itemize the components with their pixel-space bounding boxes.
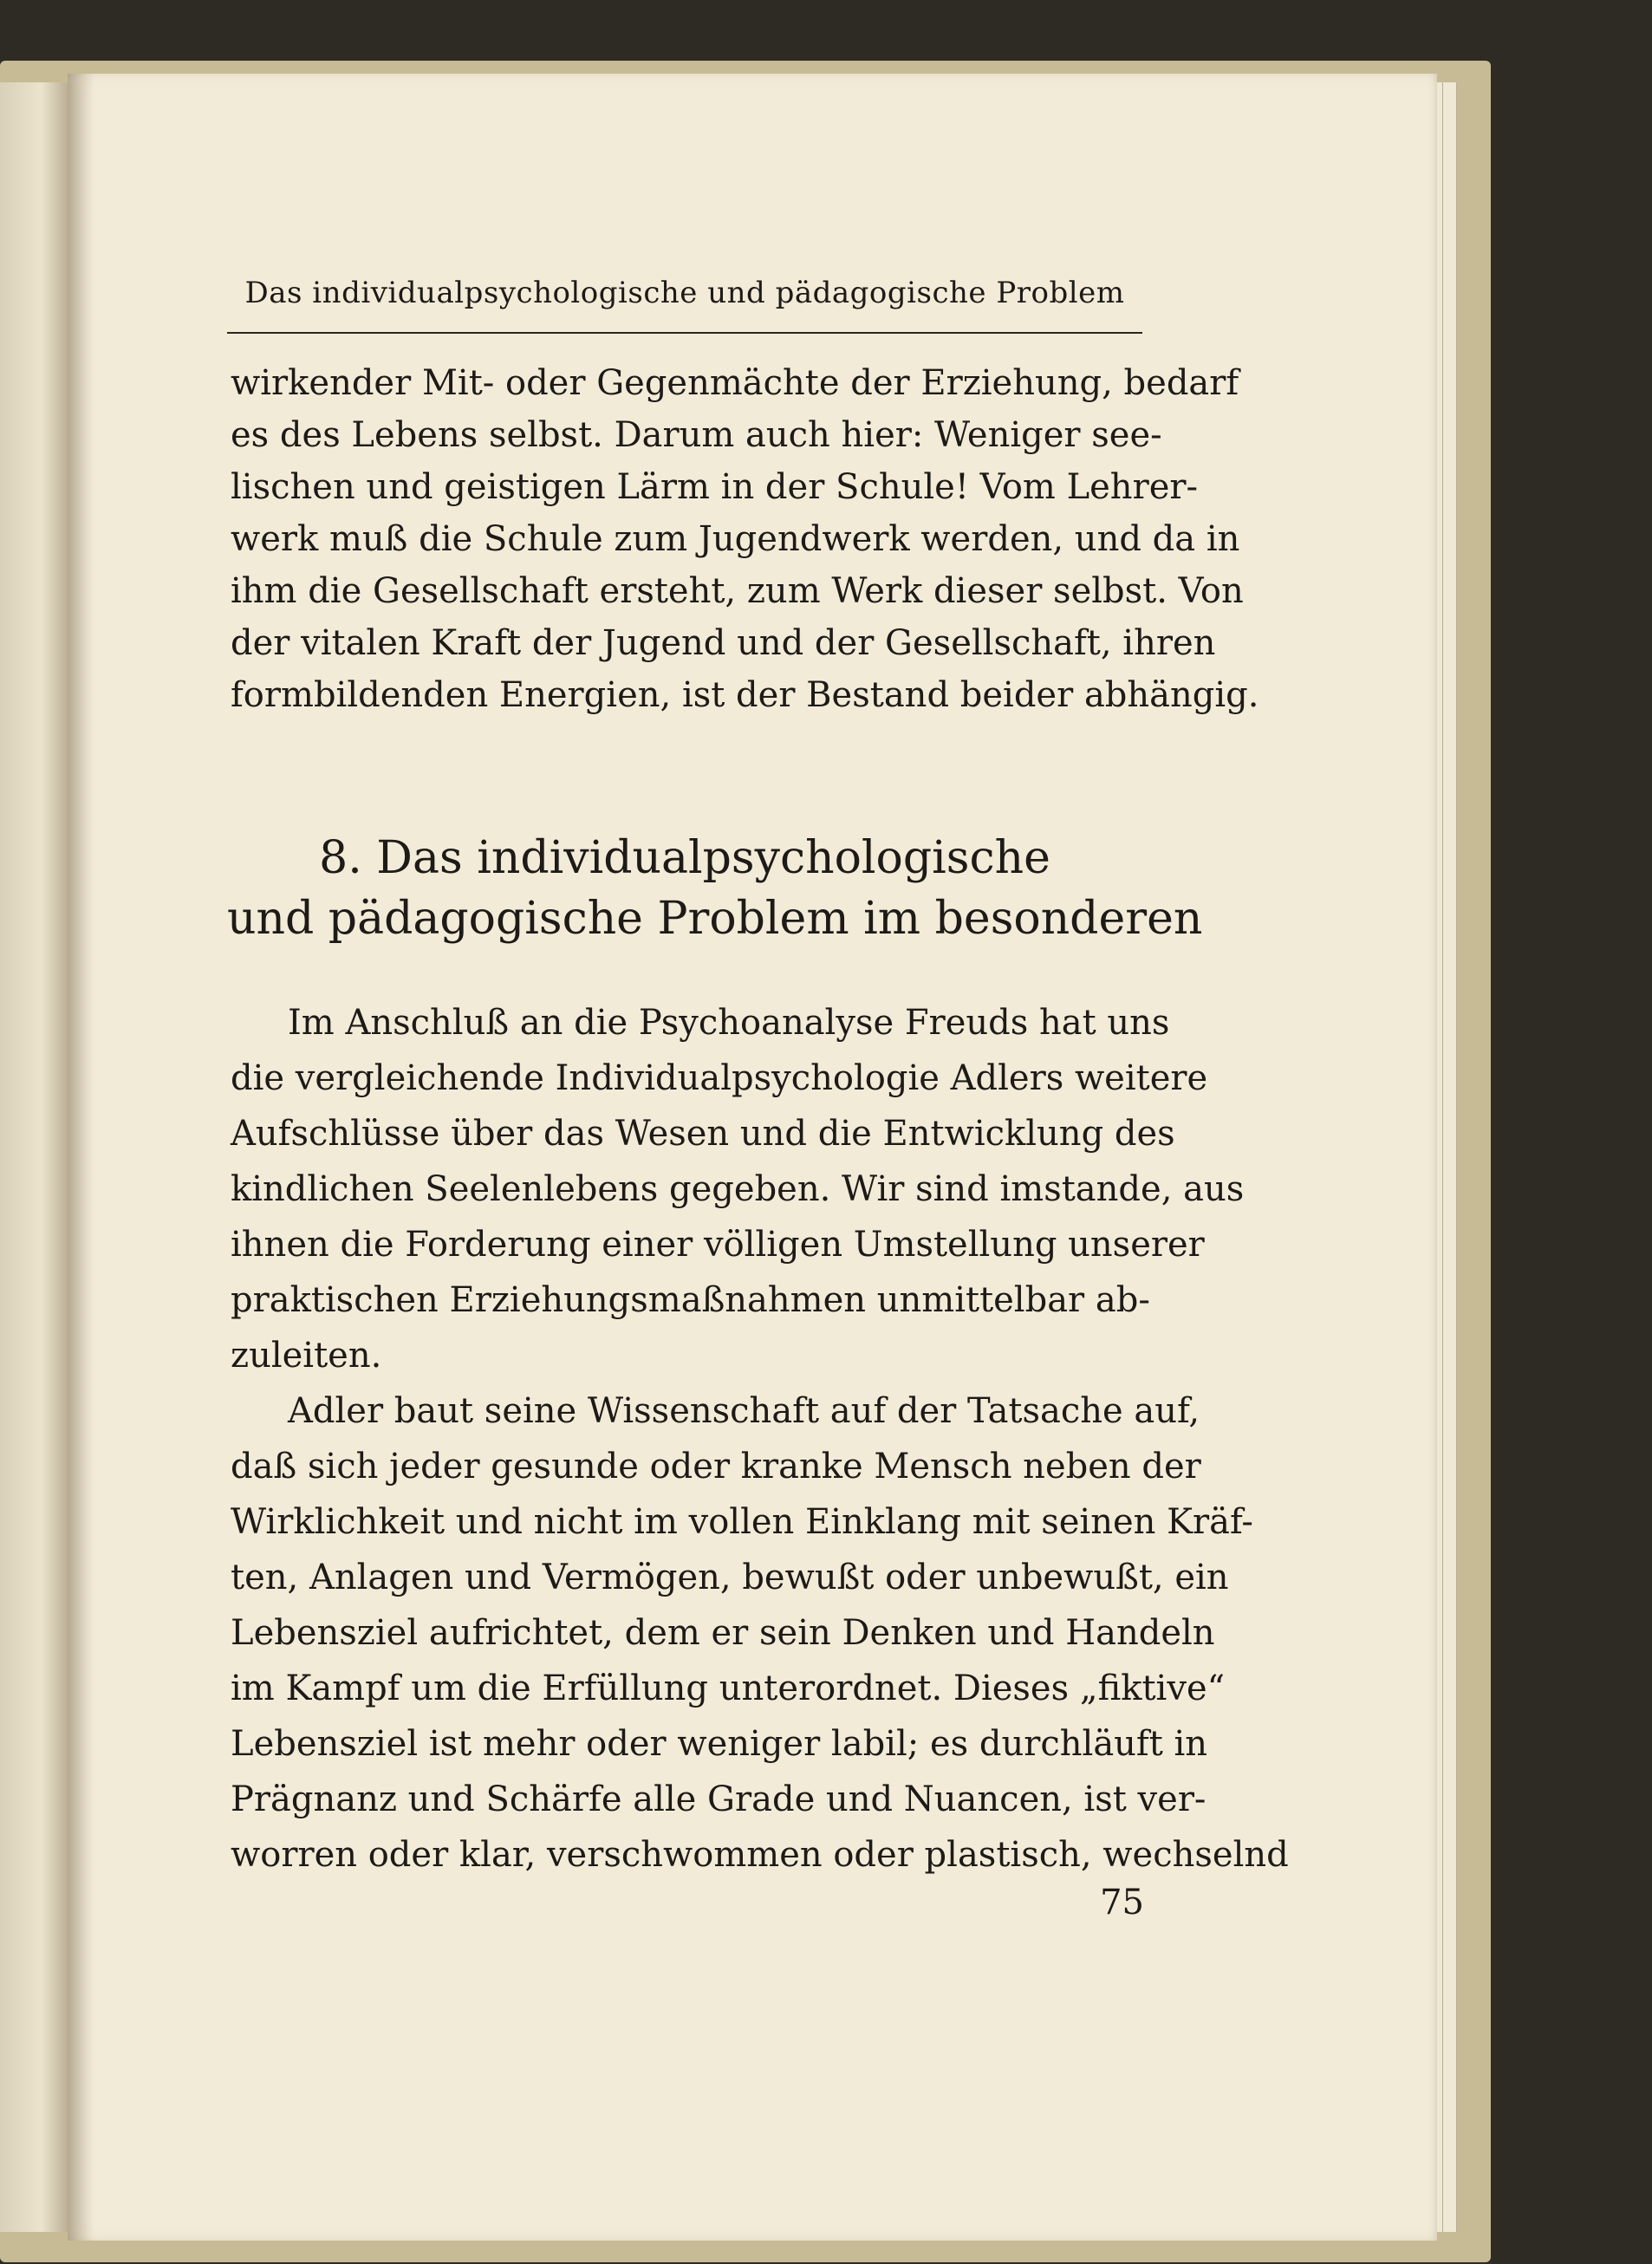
text-line: formbildenden Energien, ist der Bestand beider abhängig. [231,675,1259,715]
text-line: die vergleichende Individualpsychologie Adlers weitere [231,1058,1208,1098]
section-title-line-1: 8. Das individualpsychologische [319,832,1050,884]
text-line: ihnen die Forderung einer völligen Umstellung unserer [231,1225,1205,1265]
facing-page-edge [0,82,69,2232]
text-line: Wirklichkeit und nicht im vollen Einklang mit seinen Kräf- [231,1502,1253,1542]
text-line: Aufschlüsse über das Wesen und die Entwicklung des [231,1114,1175,1154]
page-number: 75 [1100,1883,1144,1922]
text-line: praktischen Erziehungsmaßnahmen unmittelbar ab- [231,1280,1150,1320]
text-line: der vitalen Kraft der Jugend und der Gesellschaft, ihren [231,623,1216,663]
text-line: ten, Anlagen und Vermögen, bewußt oder unbewußt, ein [231,1558,1229,1597]
text-line: kindlichen Seelenlebens gegeben. Wir sind imstande, aus [231,1169,1245,1209]
text-line: wirkender Mit- oder Gegenmächte der Erziehung, bedarf [231,363,1239,403]
running-head-rule [227,332,1142,334]
text-line: worren oder klar, verschwommen oder plastisch, wechselnd [231,1835,1289,1875]
text-line: ihm die Gesellschaft ersteht, zum Werk dieser selbst. Von [231,571,1244,611]
text-line: daß sich jeder gesunde oder kranke Mensch neben der [231,1447,1201,1487]
running-head: Das individualpsychologische und pädagogische Problem [244,276,1125,310]
page-gutter-shadow [68,74,94,2241]
text-line: werk muß die Schule zum Jugendwerk werden, und da in [231,519,1240,559]
text-line: Adler baut seine Wissenschaft auf der Tatsache auf, [288,1391,1200,1431]
text-line: lischen und geistigen Lärm in der Schule! Vom Lehrer- [231,467,1198,507]
text-line: im Kampf um die Erfüllung unterordnet. Dieses „fiktive“ [231,1669,1226,1708]
text-line: Im Anschluß an die Psychoanalyse Freuds hat uns [288,1003,1170,1043]
text-line: Prägnanz und Schärfe alle Grade und Nuancen, ist ver- [231,1779,1206,1819]
text-line: es des Lebens selbst. Darum auch hier: Weniger see- [231,415,1162,455]
text-line: Lebensziel ist mehr oder weniger labil; es durchläuft in [231,1724,1208,1764]
text-line: zuleiten. [231,1336,382,1376]
section-title-line-2: und pädagogische Problem im besonderen [227,893,1203,945]
text-line: Lebensziel aufrichtet, dem er sein Denken und Handeln [231,1613,1215,1653]
